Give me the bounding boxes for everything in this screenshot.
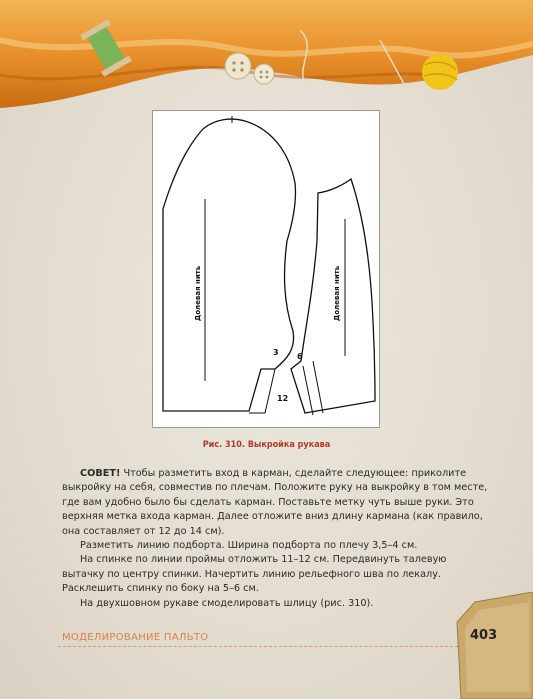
tip-paragraph [62,467,488,539]
paragraph-3: На спинке по линии проймы отложить 11–12 см. Передвинуть талевую вытачку по центру спинки. Начертить линию рельефного шва по лекалу. Расклешить спинку по боку на 5–6 см. [62,554,447,595]
section-title: МОДЕЛИРОВАНИЕ ПАЛЬТО [62,632,209,643]
mark-12: 12 [277,394,289,403]
mark-3: 3 [273,348,279,357]
sleeve-pattern-drawing [153,111,381,429]
paragraph-4: На двухшовном рукаве смоделировать шлицу (рис. 310). [80,597,374,609]
page-number: 403 [470,628,498,643]
upper-sleeve-outline [163,119,296,411]
grain-label-left: Долевая нить [194,265,202,321]
yarn-ball-icon [422,54,458,90]
grain-label-right: Долевая нить [333,265,341,321]
tip-label: СОВЕТ! [80,468,121,479]
tip-body: Чтобы разметить вход в карман, сделайте следующее: приколите выкройку на себя, совместив по плечам. Положите руку на выкройку в том месте, где вам удобно было бы сделать карман. Поставьте метку чуть выше руки. Это верхняя метка входа карман. Далее отложите вниз длину кармана (как правило, она составляет от 12 до 14 см). [62,468,488,537]
footer-divider [58,646,458,647]
decorative-ribbon-header [0,0,533,110]
page-number-tag [455,592,533,699]
paragraph-2: Разметить линию подборта. Ширина подборта по плечу 3,5–4 см. [80,540,418,552]
body-text [62,467,488,611]
figure-caption: Рис. 310. Выкройка рукава [202,440,331,450]
mark-6: 6 [297,352,303,361]
sleeve-pattern-figure [152,110,380,428]
